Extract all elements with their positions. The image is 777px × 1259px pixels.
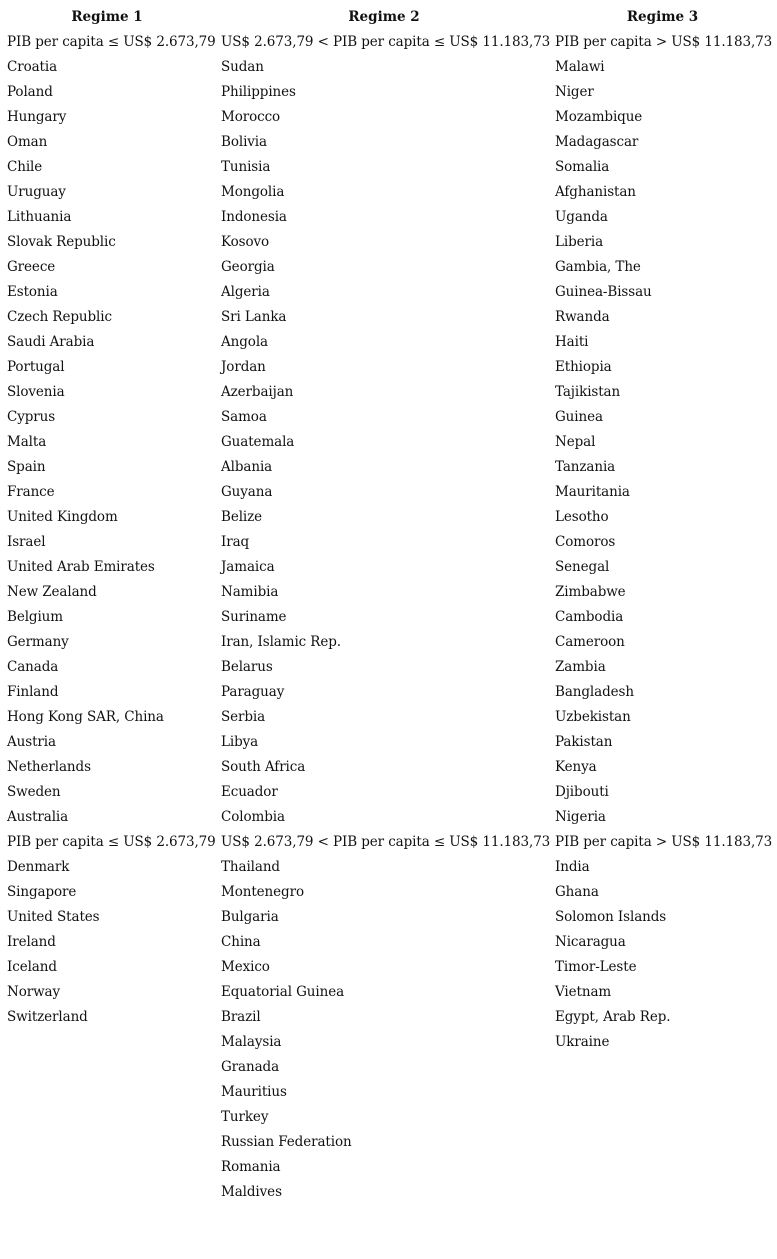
table-cell: India: [555, 859, 590, 875]
table-cell: Ethiopia: [555, 359, 612, 375]
table-cell: Kenya: [555, 759, 597, 775]
table-cell: Nicaragua: [555, 934, 626, 950]
table-cell: Belgium: [7, 609, 63, 625]
table-cell: Guyana: [221, 484, 273, 500]
regime-3-list: [548, 30, 777, 1055]
table-cell: Uganda: [555, 209, 608, 225]
table-cell: Guinea: [555, 409, 603, 425]
table-cell: Romania: [221, 1159, 281, 1175]
table-cell: Philippines: [221, 84, 296, 100]
regime-1-list: [0, 30, 214, 1030]
table-cell: Equatorial Guinea: [221, 984, 345, 1000]
table-cell: Djibouti: [555, 784, 609, 800]
table-cell: Lithuania: [7, 209, 72, 225]
table-cell: South Africa: [221, 759, 306, 775]
table-cell: Nigeria: [555, 809, 606, 825]
table-cell: Vietnam: [555, 984, 612, 1000]
table-cell: Greece: [7, 259, 56, 275]
table-cell: Iran, Islamic Rep.: [221, 634, 341, 650]
table-cell: Brazil: [221, 1009, 261, 1025]
table-cell: Belarus: [221, 659, 273, 675]
table-cell: Cameroon: [555, 634, 625, 650]
table-cell: Australia: [7, 809, 69, 825]
table-cell: Portugal: [7, 359, 65, 375]
table-cell: Suriname: [221, 609, 287, 625]
table-cell: Turkey: [221, 1109, 269, 1125]
table-cell: Libya: [221, 734, 259, 750]
table-cell: PIB per capita > US$ 11.183,73: [555, 34, 773, 50]
table-cell: Tanzania: [555, 459, 616, 475]
table-cell: Sri Lanka: [221, 309, 287, 325]
table-cell: Mauritius: [221, 1084, 287, 1100]
regime-2-list: [214, 30, 554, 1205]
regime-2-column: [214, 0, 554, 1205]
table-cell: Somalia: [555, 159, 610, 175]
table-cell: Jamaica: [221, 559, 275, 575]
table-cell: Belize: [221, 509, 263, 525]
table-cell: Colombia: [221, 809, 285, 825]
table-cell: Czech Republic: [7, 309, 112, 325]
table-cell: Cambodia: [555, 609, 624, 625]
table-cell: Denmark: [7, 859, 70, 875]
table-cell: Senegal: [555, 559, 610, 575]
table-cell: Angola: [221, 334, 268, 350]
table-cell: Malawi: [555, 59, 605, 75]
table-cell: Slovenia: [7, 384, 65, 400]
table-cell: Russian Federation: [221, 1134, 352, 1150]
table-cell: Bulgaria: [221, 909, 279, 925]
table-cell: Tunisia: [221, 159, 271, 175]
table-cell: Oman: [7, 134, 48, 150]
table-cell: Chile: [7, 159, 43, 175]
table-cell: Niger: [555, 84, 594, 100]
table-cell: Algeria: [221, 284, 270, 300]
table-cell: United Kingdom: [7, 509, 118, 525]
table-cell: Poland: [7, 84, 53, 100]
table-cell: Switzerland: [7, 1009, 88, 1025]
table-cell: Solomon Islands: [555, 909, 667, 925]
table-cell: Granada: [221, 1059, 280, 1075]
table-cell: Tajikistan: [555, 384, 621, 400]
table-cell: Montenegro: [221, 884, 304, 900]
regime-3-column: [548, 0, 777, 1055]
table-cell: Ukraine: [555, 1034, 610, 1050]
table-cell: Hungary: [7, 109, 67, 125]
table-cell: US$ 2.673,79 < PIB per capita ≤ US$ 11.183,73: [221, 834, 551, 850]
table-cell: Sweden: [7, 784, 61, 800]
table-cell: Sudan: [221, 59, 264, 75]
table-cell: Albania: [221, 459, 273, 475]
table-cell: Serbia: [221, 709, 266, 725]
table-cell: Uzbekistan: [555, 709, 631, 725]
table-cell: PIB per capita ≤ US$ 2.673,79: [7, 34, 216, 50]
table-cell: PIB per capita > US$ 11.183,73: [555, 834, 773, 850]
table-cell: Ecuador: [221, 784, 278, 800]
table-cell: Liberia: [555, 234, 604, 250]
table-cell: Estonia: [7, 284, 58, 300]
table-cell: Mauritania: [555, 484, 630, 500]
table-cell: PIB per capita ≤ US$ 2.673,79: [7, 834, 216, 850]
regime-2-header: Regime 2: [348, 9, 420, 25]
table-cell: Malta: [7, 434, 47, 450]
table-cell: Samoa: [221, 409, 267, 425]
table-cell: Gambia, The: [555, 259, 641, 275]
table-cell: Zimbabwe: [555, 584, 626, 600]
table-cell: Guatemala: [221, 434, 295, 450]
table-cell: France: [7, 484, 55, 500]
table-cell: Finland: [7, 684, 59, 700]
table-cell: New Zealand: [7, 584, 97, 600]
table-cell: Iceland: [7, 959, 57, 975]
table-cell: Singapore: [7, 884, 77, 900]
table-cell: Indonesia: [221, 209, 287, 225]
table-cell: Lesotho: [555, 509, 609, 525]
table-cell: Egypt, Arab Rep.: [555, 1009, 671, 1025]
table-cell: Croatia: [7, 59, 58, 75]
table-cell: Saudi Arabia: [7, 334, 95, 350]
table-cell: Georgia: [221, 259, 275, 275]
table-cell: Maldives: [221, 1184, 282, 1200]
regime-1-header: Regime 1: [71, 9, 143, 25]
table-cell: Namibia: [221, 584, 279, 600]
table-cell: Guinea-Bissau: [555, 284, 652, 300]
table-cell: Germany: [7, 634, 69, 650]
table-cell: Pakistan: [555, 734, 613, 750]
table-cell: Mongolia: [221, 184, 285, 200]
table-cell: Cyprus: [7, 409, 56, 425]
table-cell: Mexico: [221, 959, 270, 975]
table-cell: Hong Kong SAR, China: [7, 709, 164, 725]
table-cell: Thailand: [221, 859, 280, 875]
table-cell: United States: [7, 909, 100, 925]
table-cell: Bolivia: [221, 134, 267, 150]
table-cell: Norway: [7, 984, 61, 1000]
table-cell: Netherlands: [7, 759, 91, 775]
table-cell: Bangladesh: [555, 684, 634, 700]
table-cell: Comoros: [555, 534, 616, 550]
table-cell: US$ 2.673,79 < PIB per capita ≤ US$ 11.183,73: [221, 34, 551, 50]
table-cell: Iraq: [221, 534, 250, 550]
table-cell: Slovak Republic: [7, 234, 116, 250]
table-cell: Ghana: [555, 884, 599, 900]
regime-1-column: [0, 0, 214, 1030]
table-cell: Afghanistan: [555, 184, 636, 200]
table-cell: Malaysia: [221, 1034, 282, 1050]
table-cell: Uruguay: [7, 184, 66, 200]
table-cell: Rwanda: [555, 309, 610, 325]
table-cell: Morocco: [221, 109, 281, 125]
table-cell: Kosovo: [221, 234, 270, 250]
table-cell: Madagascar: [555, 134, 639, 150]
regime-3-header: Regime 3: [626, 9, 699, 25]
table-cell: Jordan: [221, 359, 266, 375]
table-cell: Haiti: [555, 334, 589, 350]
table-cell: Canada: [7, 659, 59, 675]
table-cell: Mozambique: [555, 109, 643, 125]
table-cell: United Arab Emirates: [7, 559, 155, 575]
table-cell: Timor-Leste: [555, 959, 637, 975]
table-cell: Nepal: [555, 434, 596, 450]
table-cell: Zambia: [555, 659, 606, 675]
table-cell: China: [221, 934, 261, 950]
table-cell: Ireland: [7, 934, 56, 950]
table-cell: Azerbaijan: [221, 384, 294, 400]
table-cell: Austria: [7, 734, 56, 750]
table-cell: Israel: [7, 534, 46, 550]
table-cell: Paraguay: [221, 684, 285, 700]
table-cell: Spain: [7, 459, 46, 475]
